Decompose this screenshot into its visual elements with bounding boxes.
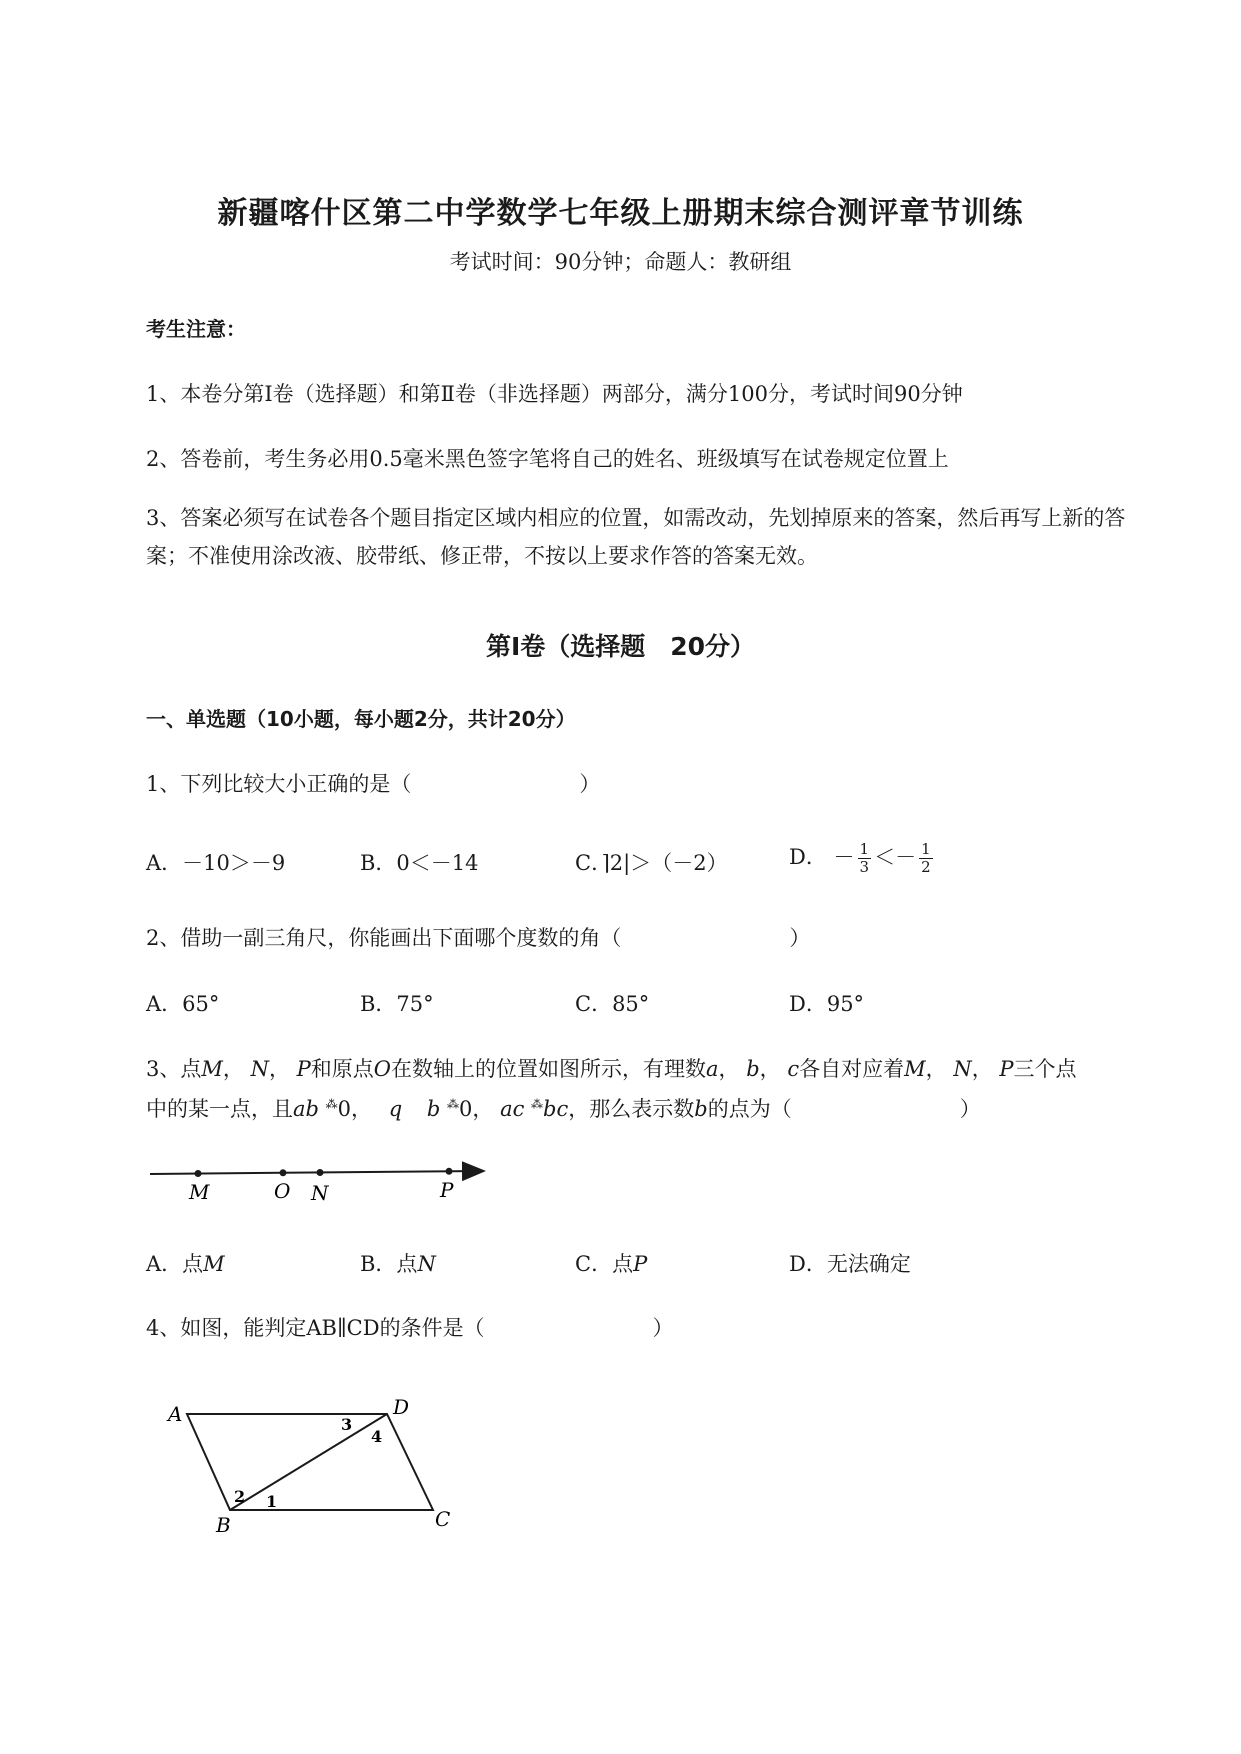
option-label: A．点 xyxy=(146,1252,204,1276)
section-heading: 一、单选题（10小题，每小题2分，共计20分） xyxy=(146,707,576,731)
comma: ， xyxy=(925,1057,947,1081)
point-n-dot xyxy=(317,1169,324,1176)
vertex-b-label: B xyxy=(216,1513,231,1537)
option-label: C．点 xyxy=(575,1252,634,1276)
var-p: P xyxy=(296,1057,311,1081)
q2-option-a: A．65° xyxy=(146,992,220,1016)
garbled-symbol: ⁂ xyxy=(325,1097,338,1111)
q3-stem-line1 xyxy=(146,1053,1077,1083)
vertex-a-label: A xyxy=(168,1402,183,1426)
zero: 0， xyxy=(337,1097,373,1121)
q1-option-c-expr: ⌉2|＞（－2） xyxy=(601,851,728,875)
angle-4-label: 4 xyxy=(371,1427,383,1446)
q3-option-b xyxy=(360,1248,436,1278)
angle-2-label: 2 xyxy=(234,1487,246,1506)
notice-item-1: 1、本卷分第I卷（选择题）和第Ⅱ卷（非选择题）两部分，满分100分，考试时间90分钟 xyxy=(146,382,963,406)
var-p: P xyxy=(999,1057,1014,1081)
var-m: M xyxy=(203,1252,225,1276)
q1-option-d-label: D． xyxy=(789,845,827,869)
fraction-denominator: 2 xyxy=(921,858,931,876)
q3-text: 中的某一点，且 xyxy=(146,1097,293,1121)
q3-option-d: D．无法确定 xyxy=(789,1252,911,1276)
comma: ， xyxy=(759,1057,781,1081)
angle-1-label: 1 xyxy=(266,1492,278,1511)
point-p-dot xyxy=(446,1168,453,1175)
exam-title: 新疆喀什区第二中学数学七年级上册期末综合测评章节训练 xyxy=(217,196,1024,231)
parallelogram-diagram xyxy=(160,1390,460,1540)
fraction-denominator: 3 xyxy=(859,858,870,876)
diagonal-bd xyxy=(230,1414,387,1510)
point-n-label: N xyxy=(311,1181,329,1205)
expr-ac: ac xyxy=(500,1097,525,1121)
fraction-one-half xyxy=(919,841,933,876)
fraction-one-third xyxy=(858,841,872,876)
comma: ， xyxy=(222,1057,244,1081)
var-p: P xyxy=(633,1252,648,1276)
notice-item-2: 2、答卷前，考生务必用0.5毫米黑色签字笔将自己的姓名、班级填写在试卷规定位置上 xyxy=(146,447,949,471)
q3-text: 三个点 xyxy=(1013,1057,1077,1081)
var-m: M xyxy=(904,1057,926,1081)
var-b: b xyxy=(746,1057,760,1081)
fraction-numerator: 1 xyxy=(859,840,870,858)
point-o-label: O xyxy=(274,1179,291,1203)
option-label: B．点 xyxy=(360,1252,418,1276)
number-line-diagram xyxy=(146,1150,496,1210)
q1-option-b: B．0＜－14 xyxy=(360,851,479,875)
q3-option-a xyxy=(146,1248,225,1278)
q2-stem: 2、借助一副三角尺，你能画出下面哪个度数的角（ ） xyxy=(146,926,811,950)
fraction-numerator: 1 xyxy=(921,840,931,858)
q3-option-c xyxy=(575,1248,647,1278)
zero: 0， xyxy=(459,1097,494,1121)
expr-ab: ab xyxy=(293,1097,319,1121)
var-b: b xyxy=(426,1097,441,1121)
vertex-d-label: D xyxy=(393,1395,410,1419)
var-c: c xyxy=(787,1057,800,1081)
q1-option-c-label: C． xyxy=(575,851,602,875)
q1-option-d-minus: － xyxy=(833,845,855,869)
q3-stem-line2 xyxy=(146,1093,981,1123)
var-n: N xyxy=(417,1252,436,1276)
var-n: N xyxy=(953,1057,972,1081)
q2-option-d: D．95° xyxy=(789,992,865,1016)
q3-text: 和原点 xyxy=(310,1057,374,1081)
q1-option-c xyxy=(575,847,728,877)
point-p-label: P xyxy=(440,1178,454,1202)
q1-stem: 1、下列比较大小正确的是（ ） xyxy=(146,772,601,796)
var-b: b xyxy=(694,1097,708,1121)
notice-heading: 考生注意： xyxy=(146,317,246,341)
var-m: M xyxy=(201,1057,223,1081)
vertex-c-label: C xyxy=(435,1507,451,1531)
q2-option-b: B．75° xyxy=(360,992,434,1016)
q3-text: ，那么表示数 xyxy=(568,1097,695,1121)
var-q: q xyxy=(388,1097,403,1121)
q1-option-a: A．－10＞－9 xyxy=(146,851,286,875)
comma: ， xyxy=(268,1057,290,1081)
exam-subtitle: 考试时间：90分钟；命题人：教研组 xyxy=(449,250,792,274)
q4-stem: 4、如图，能判定AB∥CD的条件是（ ） xyxy=(146,1316,674,1340)
expr-bc: bc xyxy=(543,1097,569,1121)
q1-option-d-compare: ＜－ xyxy=(874,845,917,869)
point-m-dot xyxy=(195,1170,202,1177)
garbled-symbol: ⁂ xyxy=(531,1097,544,1111)
var-o: O xyxy=(373,1057,391,1081)
q3-text: 3、点 xyxy=(146,1057,202,1081)
q2-option-c: C．85° xyxy=(575,992,650,1016)
var-a: a xyxy=(706,1057,719,1081)
q3-text: 各自对应着 xyxy=(799,1057,905,1081)
q3-text: 的点为（ ） xyxy=(707,1097,981,1121)
notice-item-3: 3、答案必须写在试卷各个题目指定区域内相应的位置，如需改动，先划掉原来的答案，然后再写上新的答案；不准使用涂改液、胶带纸、修正带，不按以上要求作答的答案无效。 xyxy=(146,506,1126,568)
comma: ， xyxy=(971,1057,993,1081)
point-m-label: M xyxy=(189,1180,210,1204)
comma: ， xyxy=(718,1057,740,1081)
part1-title: 第I卷（选择题 20分） xyxy=(485,632,756,661)
angle-3-label: 3 xyxy=(341,1415,353,1434)
point-o-dot xyxy=(280,1169,287,1176)
garbled-symbol: ⁂ xyxy=(447,1097,459,1111)
var-n: N xyxy=(250,1057,269,1081)
q3-text: 在数轴上的位置如图所示，有理数 xyxy=(391,1057,706,1081)
q1-option-d xyxy=(789,832,936,882)
